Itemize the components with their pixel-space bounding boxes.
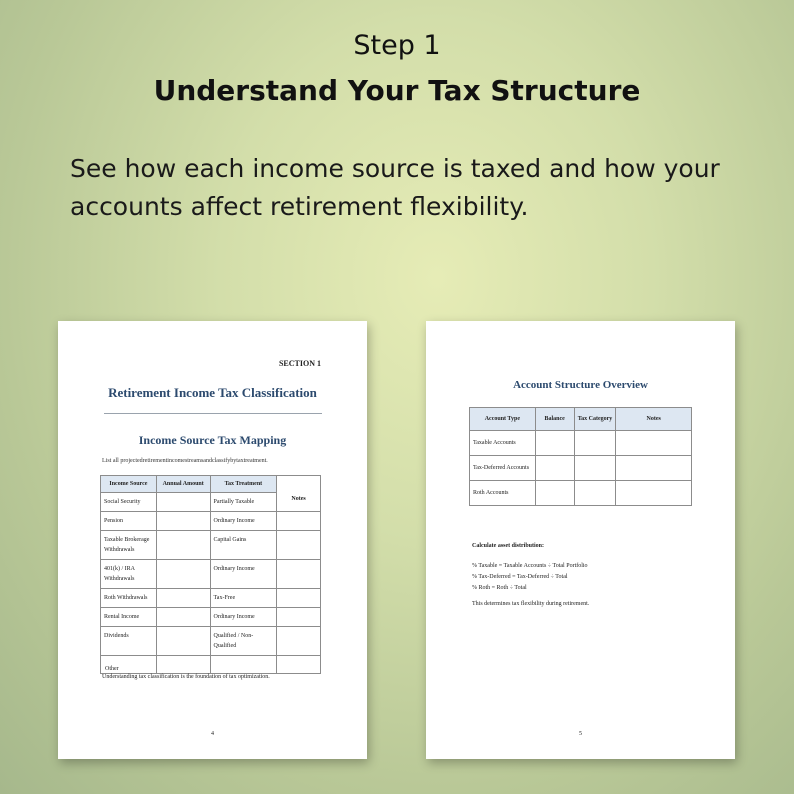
annual-amount-cell[interactable] — [156, 627, 210, 656]
annual-amount-cell[interactable] — [156, 608, 210, 627]
page-number: 4 — [211, 731, 214, 737]
balance-cell[interactable] — [535, 481, 574, 506]
notes-cell[interactable] — [616, 456, 692, 481]
column-header: Tax Category — [574, 408, 616, 431]
table-row — [470, 481, 692, 506]
tax-treatment-cell: Ordinary Income — [210, 608, 277, 627]
column-header: Income Source — [101, 476, 157, 493]
account-type-cell: Roth Accounts — [470, 481, 536, 506]
table-row — [101, 656, 321, 674]
annual-amount-cell[interactable] — [156, 560, 210, 589]
calc-heading: Calculate asset distribution: — [472, 543, 544, 549]
balance-cell[interactable] — [535, 456, 574, 481]
table-row — [101, 608, 321, 627]
column-header: Tax Treatment — [210, 476, 277, 493]
instruction-text: List all projectedretirementincomestreamsandclassifybytaxtreatment. — [102, 458, 268, 464]
page-right — [426, 321, 735, 759]
notes-cell[interactable] — [277, 608, 321, 627]
account-type-cell: Taxable Accounts — [470, 431, 536, 456]
account-structure-table — [469, 407, 692, 506]
table-row — [101, 512, 321, 531]
notes-cell[interactable] — [616, 431, 692, 456]
formula-line: % Taxable = Taxable Accounts ÷ Total Portfolio — [472, 563, 588, 569]
page-left — [58, 321, 367, 759]
notes-cell[interactable] — [277, 512, 321, 531]
income-source-cell: Rental Income — [101, 608, 157, 627]
income-source-cell: 401(k) / IRA Withdrawals — [101, 560, 157, 589]
tax-category-cell[interactable] — [574, 456, 616, 481]
table-row — [101, 531, 321, 560]
formula-line: % Roth = Roth ÷ Total — [472, 585, 527, 591]
table-header-row — [101, 476, 321, 493]
formula-line: % Tax-Deferred = Tax-Deferred ÷ Total — [472, 574, 568, 580]
account-type-cell: Tax-Deferred Accounts — [470, 456, 536, 481]
column-header: Account Type — [470, 408, 536, 431]
income-source-cell: Taxable Brokerage Withdrawals — [101, 531, 157, 560]
title-divider — [104, 413, 322, 414]
page-title: Account Structure Overview — [513, 379, 648, 391]
notes-cell[interactable] — [277, 589, 321, 608]
income-source-cell: Pension — [101, 512, 157, 531]
subtitle: See how each income source is taxed and how your accounts affect retirement flexibility. — [70, 154, 720, 221]
balance-cell[interactable] — [535, 431, 574, 456]
notes-cell[interactable] — [277, 627, 321, 656]
annual-amount-cell[interactable] — [156, 589, 210, 608]
annual-amount-cell[interactable] — [156, 656, 210, 674]
income-source-cell: Dividends — [101, 627, 157, 656]
table-row — [101, 560, 321, 589]
table-row — [101, 589, 321, 608]
income-source-cell: Social Security — [101, 493, 157, 512]
notes-cell[interactable] — [277, 656, 321, 674]
tax-treatment-cell: Qualified / Non-Qualified — [210, 627, 277, 656]
other-label: Other — [105, 666, 119, 672]
notes-cell[interactable] — [616, 481, 692, 506]
column-header: Annual Amount — [156, 476, 210, 493]
footer-note: Understanding tax classification is the foundation of tax optimization. — [102, 674, 270, 680]
table-row — [101, 627, 321, 656]
table-row — [470, 456, 692, 481]
tax-category-cell[interactable] — [574, 431, 616, 456]
notes-cell[interactable] — [277, 531, 321, 560]
tax-treatment-cell: Ordinary Income — [210, 560, 277, 589]
column-header: Notes — [616, 408, 692, 431]
section-title: Income Source Tax Mapping — [138, 433, 287, 447]
annual-amount-cell[interactable] — [156, 493, 210, 512]
tax-treatment-cell[interactable] — [210, 656, 277, 674]
annual-amount-cell[interactable] — [156, 512, 210, 531]
headline: Understand Your Tax Structure — [153, 74, 641, 107]
page-number: 5 — [579, 731, 582, 737]
tax-category-cell[interactable] — [574, 481, 616, 506]
page-title: Retirement Income Tax Classification — [108, 385, 317, 400]
flexibility-note: This determines tax flexibility during retirement. — [472, 601, 590, 607]
column-header: Notes — [277, 476, 321, 512]
annual-amount-cell[interactable] — [156, 531, 210, 560]
tax-treatment-cell: Tax-Free — [210, 589, 277, 608]
notes-cell[interactable] — [277, 560, 321, 589]
table-row — [470, 431, 692, 456]
formula-list — [472, 561, 588, 594]
tax-treatment-cell: Ordinary Income — [210, 512, 277, 531]
tax-treatment-cell: Partially Taxable — [210, 493, 277, 512]
section-label: SECTION 1 — [278, 359, 321, 368]
income-source-table — [100, 475, 321, 674]
tax-treatment-cell: Capital Gains — [210, 531, 277, 560]
column-header: Balance — [535, 408, 574, 431]
income-source-cell: Roth Withdrawals — [101, 589, 157, 608]
table-header-row — [470, 408, 692, 431]
step-label: Step 1 — [353, 30, 441, 61]
